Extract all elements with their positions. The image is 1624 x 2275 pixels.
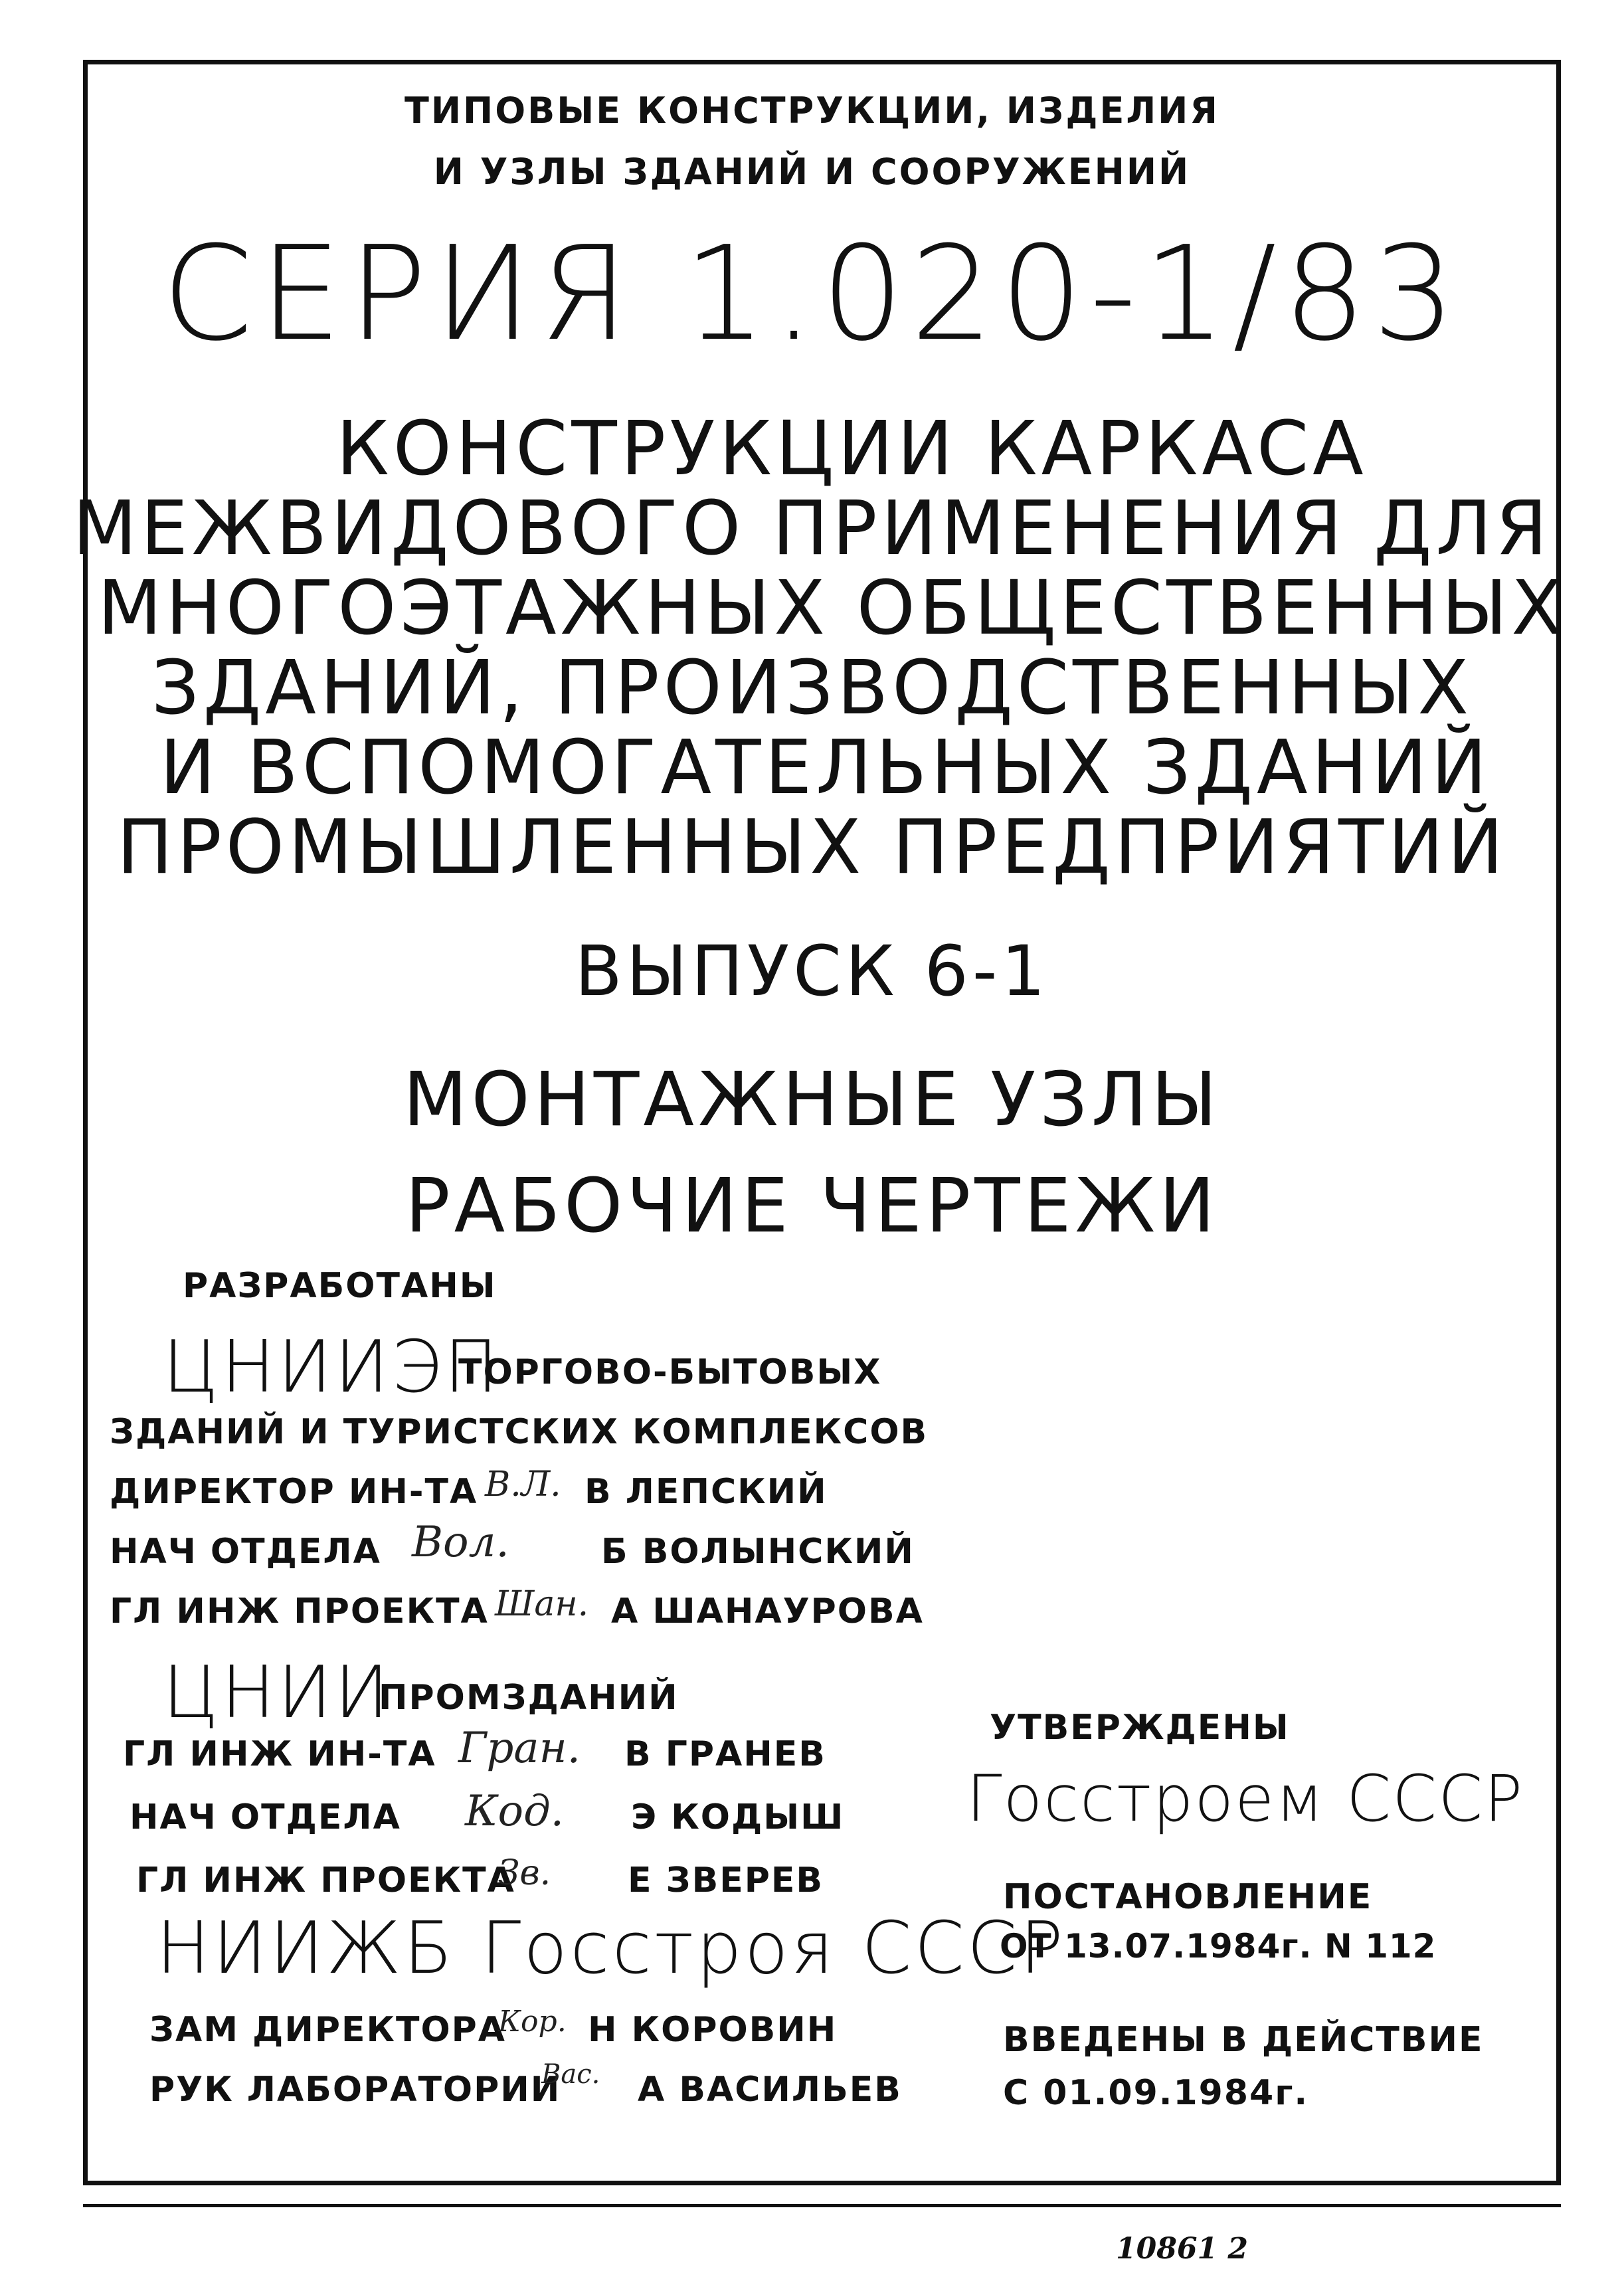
org3-role-1: ЗАМ ДИРЕКТОРА [149, 2010, 507, 2050]
approved-label: УТВЕРЖДЕНЫ [990, 1708, 1290, 1748]
signature-5: Код. [465, 1787, 564, 1836]
signature-8: Вас. [541, 2059, 600, 2090]
org1-person-3: А ШАНАУРОВА [611, 1592, 924, 1631]
signature-3: Шан. [495, 1584, 589, 1624]
org1-name-line2: ЗДАНИЙ И ТУРИСТСКИХ КОМПЛЕКСОВ [110, 1412, 929, 1452]
org1-role-2: НАЧ ОТДЕЛА [110, 1532, 381, 1572]
title-line-3: МНОГОЭТАЖНЫХ ОБЩЕСТВЕННЫХ [97, 565, 1567, 652]
org1-person-1: В ЛЕПСКИЙ [585, 1472, 828, 1512]
org1-abbr: ЦНИИЭП [163, 1326, 501, 1409]
title-line-4: ЗДАНИЙ, ПРОИЗВОДСТВЕННЫХ [151, 645, 1473, 731]
org2-person-3: Е ЗВЕРЕВ [628, 1861, 824, 1900]
org1-role-1: ДИРЕКТОР ИН-ТА [110, 1472, 478, 1512]
title-line-6: ПРОМЫШЛЕННЫХ ПРЕДПРИЯТИЙ [116, 804, 1508, 891]
org2-name-part: ПРОМЗДАНИЙ [379, 1678, 679, 1718]
bottom-rule [83, 2204, 1561, 2207]
decree-label: ПОСТАНОВЛЕНИЕ [1003, 1877, 1373, 1917]
signature-2: Вол. [412, 1518, 509, 1567]
effective-date: С 01.09.1984г. [1003, 2073, 1309, 2113]
signature-6: Зв. [498, 1853, 551, 1893]
org3-role-2: РУК ЛАБОРАТОРИИ [149, 2070, 561, 2110]
org2-abbr: ЦНИИ [163, 1651, 392, 1734]
signature-7: Кор. [498, 2005, 567, 2039]
org1-role-3: ГЛ ИНЖ ПРОЕКТА [110, 1592, 489, 1631]
org3-person-1: Н КОРОВИН [588, 2010, 838, 2050]
title-line-5: И ВСПОМОГАТЕЛЬНЫХ ЗДАНИЙ [159, 725, 1491, 811]
org2-role-2: НАЧ ОТДЕЛА [130, 1797, 401, 1837]
decree-number: ОТ 13.07.1984г. N 112 [1000, 1927, 1437, 1965]
approved-by: Госстроем СССР [966, 1762, 1524, 1836]
header-line-1: ТИПОВЫЕ КОНСТРУКЦИИ, ИЗДЕЛИЯ [405, 90, 1219, 132]
subtitle-drawings: РАБОЧИЕ ЧЕРТЕЖИ [405, 1163, 1219, 1249]
org2-person-1: В ГРАНЕВ [624, 1734, 826, 1774]
archive-stamp: 10861 2 [1116, 2232, 1249, 2266]
header-line-2: И УЗЛЫ ЗДАНИЙ И СООРУЖЕНИЙ [433, 151, 1191, 193]
org1-name-part: ТОРГОВО-БЫТОВЫХ [458, 1352, 882, 1392]
org3-person-2: А ВАСИЛЬЕВ [638, 2070, 902, 2110]
effective-label: ВВЕДЕНЫ В ДЕЙСТВИЕ [1003, 2020, 1484, 2060]
org2-role-3: ГЛ ИНЖ ПРОЕКТА [136, 1861, 515, 1900]
title-line-2: МЕЖВИДОВОГО ПРИМЕНЕНИЯ ДЛЯ [72, 486, 1552, 572]
series-number: СЕРИЯ 1.020-1/83 [161, 219, 1463, 370]
org2-role-1: ГЛ ИНЖ ИН-ТА [123, 1734, 436, 1774]
org3-name: НИИЖБ Госстроя СССР [156, 1907, 1066, 1990]
subtitle-mounting: МОНТАЖНЫЕ УЗЛЫ [403, 1057, 1221, 1143]
signature-1: В.Л. [485, 1465, 561, 1504]
org2-person-2: Э КОДЫШ [631, 1797, 845, 1837]
developed-label: РАЗРАБОТАНЫ [183, 1266, 497, 1306]
org1-person-2: Б ВОЛЫНСКИЙ [601, 1532, 915, 1572]
signature-4: Гран. [458, 1724, 581, 1773]
issue-number: ВЫПУСК 6-1 [575, 931, 1049, 1012]
title-line-1: КОНСТРУКЦИИ КАРКАСА [336, 406, 1368, 492]
